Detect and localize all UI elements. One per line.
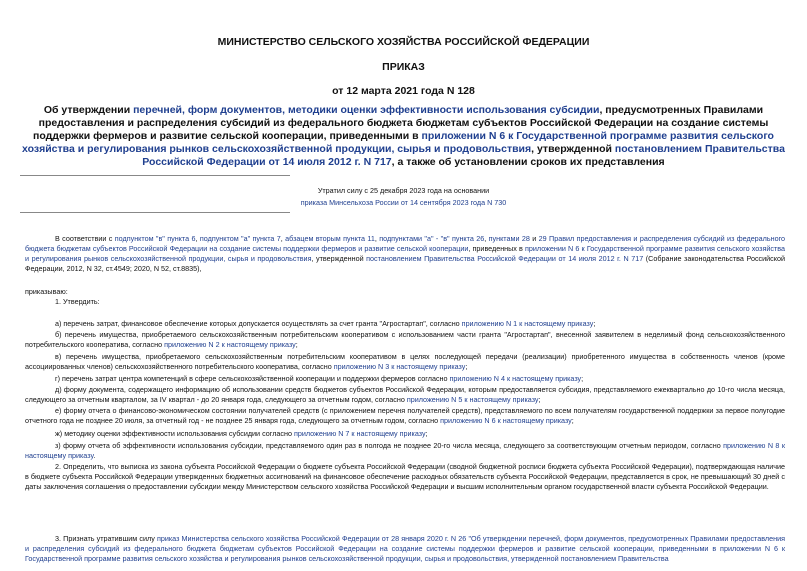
link-rules[interactable]: Правил предоставления и распределения субсидий из федерального бюджета бюджетам субъектов Российской Федерации на создание системы поддержки фермеров и развитие сельской кооперации (25, 234, 786, 253)
link-decree717[interactable]: постановлением Правительства Российской Федерации от 14 июля 2012 г. N 717 (366, 254, 644, 263)
title-link-appendix6[interactable]: приложении N 6 к Государственной программе развития сельского хозяйства и регулирования рынков сельскохозяйственной продукции, сырья и продовольствия (22, 130, 774, 155)
link-sub-v-p6[interactable]: подпунктом "в" пункта 6 (114, 234, 196, 243)
link-abzac-p11[interactable]: абзацем вторым пункта 11 (285, 234, 375, 243)
link-appendix-3[interactable]: приложению N 3 к настоящему приказу (333, 362, 466, 371)
link-appendix-7[interactable]: приложению N 7 к настоящему приказу (293, 429, 426, 438)
item-2: 2. Определить, что выписка из закона субъекта Российской Федерации о бюджете субъекта Российской Федерации (сводной бюджетной росписи бюджета субъекта Российской Федерации), подтверждающая наличие в бюджете субъекта Российской Федерации утвержденных бюджетных ассигнований на финансовое обеспечение расходных обязательств субъекта Российской Федерации, представляется в срок, не превышающий 30 дней с даты заключения соглашения о предоставлении субсидии между Министерством сельского хозяйства Российской Федерации и высшим исполнительным органом государственной власти субъекта Российской Федерации. (25, 462, 785, 491)
divider-top (20, 175, 290, 176)
link-appendix-6[interactable]: приложению N 6 к настоящему приказу (440, 416, 572, 425)
repeal-link[interactable]: приказа Минсельхоза России от 14 сентября 2023 года N 730 (300, 198, 507, 207)
intro-paragraph: В соответствии с подпунктом "в" пункта 6, подпунктом "а" пункта 7, абзацем вторым пункта 11, подпунктами "а" - "в" пункта 26, пунктами 28 и 29 Правил предоставления и распределения субсидий из федерального бюджета бюджетам субъектов Российской Федерации на создание системы поддержки фермеров и развитие сельской кооперации, приведенных в приложении N 6 к Государственной программе развития сельского хозяйства и регулирования рынков сельскохозяйственной продукции, сырья и продовольствия, утвержденной постановлением Правительства Российской Федерации от 14 июля 2012 г. N 717 (Собрание законодательства Российской Федерации, 2012, N 32, ст.4549; 2020, N 52, ст.8835), (25, 234, 786, 273)
link-appendix6[interactable]: приложении N 6 к Государственной программе развития сельского хозяйства и регулирования рынков сельскохозяйственной продукции, сырья и продовольствия (25, 244, 785, 263)
repeal-text: Утратил силу с 25 декабря 2023 года на основании (317, 186, 490, 195)
item-b: б) перечень имущества, приобретаемого сельскохозяйственным потребительским кооперативом с использованием части гранта "Агростартап", внесенной заявителем в неделимый фонд сельскохозяйственного потребительского кооператива, согласно приложению N 2 к настоящему приказу; (25, 330, 785, 349)
ministry-heading: МИНИСТЕРСТВО СЕЛЬСКОГО ХОЗЯЙСТВА РОССИЙСКОЙ ФЕДЕРАЦИИ (217, 36, 590, 48)
link-p28[interactable]: пунктами 28 (488, 234, 530, 243)
link-repealed-order[interactable]: приказ Министерства сельского хозяйства Российской Федерации от 28 января 2020 г. N 26 "Об утверждении перечней, форм документов, предусмотренных Правилами предоставления и распределения субсидий из федерального бюджета бюджетам субъектов Российской Федерации на создание системы поддержки фермеров и развитие сельской кооперации, приведенными в приложении N 6 к Государственной программе развития сельского хозяйства и регулирования рынков сельскохозяйственной продукции, сырья и продовольствия, утвержденной постановлением Правительства (25, 534, 785, 563)
item-v: в) перечень имущества, приобретаемого сельскохозяйственным потребительским кооперативом в целях последующей передачи (реализации) приобретенного имущества в собственность членов (кроме ассоциированных членов) сельскохозяйственного потребительского кооператива, согласно приложению N 3 к настоящему приказу; (25, 352, 785, 371)
item-d: д) форму документа, содержащего информацию об использовании средств бюджетов субъектов Российской Федерации, которым предоставляется субсидия, представляемого ежеквартально до 10-го числа месяца, следующего за отчетным кварталом, за IV квартал - до 20 января года, следующего за отчетным годом, согласно приложению N 5 к настоящему приказу; (25, 385, 785, 404)
link-sub-p26[interactable]: подпунктами "а" - "в" пункта 26 (379, 234, 485, 243)
date-number-heading: от 12 марта 2021 года N 128 (332, 85, 475, 97)
repeal-note (0, 185, 807, 209)
link-appendix-5[interactable]: приложению N 5 к настоящему приказу (406, 395, 539, 404)
link-appendix-8[interactable]: приложению N 8 к настоящему приказу (25, 441, 785, 460)
document-type-heading: ПРИКАЗ (382, 61, 425, 73)
link-appendix-2[interactable]: приложению N 2 к настоящему приказу (164, 340, 296, 349)
item-1: 1. Утвердить: (55, 297, 100, 306)
title-link-decree717[interactable]: постановлением Правительства Российской Федерации от 14 июля 2012 г. N 717 (142, 143, 785, 168)
item-zh: ж) методику оценки эффективности использования субсидии согласно приложению N 7 к настоящему приказу; (55, 429, 428, 438)
link-p29[interactable]: 29 (538, 234, 547, 243)
item-z: з) форму отчета об эффективности использования субсидии, представляемого один раз в полгода не позднее 20-го числа месяца, следующего за соответствующим отчетным периодом, согласно приложению N 8 к настоящему приказу. (25, 441, 785, 460)
link-sub-a-p7[interactable]: подпунктом "а" пункта 7 (199, 234, 281, 243)
divider-bottom (20, 212, 290, 213)
item-e: е) форму отчета о финансово-экономическом состоянии получателей средств (с приложением перечня получателей средств), представляемого по всем получателям государственной поддержки за первое полугодие отчетного года не позднее 20 июля, за отчетный год - не позднее 25 января года, следующего за отчетным годом, согласно приложению N 6 к настоящему приказу; (25, 406, 785, 425)
item-a: а) перечень затрат, финансовое обеспечение которых допускается осуществлять за счет гранта "Агростартап", согласно приложению N 1 к настоящему приказу; (55, 319, 596, 328)
link-appendix-1[interactable]: приложению N 1 к настоящему приказу (461, 319, 594, 328)
link-appendix-4[interactable]: приложению N 4 к настоящему приказу (449, 374, 582, 383)
item-3: 3. Признать утратившим силу приказ Министерства сельского хозяйства Российской Федерации от 28 января 2020 г. N 26 "Об утверждении перечней, форм документов, предусмотренных Правилами предоставления и распределения субсидий из федерального бюджета бюджетам субъектов Российской Федерации на создание системы поддержки фермеров и развитие сельской кооперации, приведенными в приложении N 6 к Государственной программе развития сельского хозяйства и регулирования рынков сельскохозяйственной продукции, сырья и продовольствия, утвержденной постановлением Правительства (25, 534, 785, 563)
title-link-forms[interactable]: перечней, форм документов, методики оценки эффективности использования субсидии (133, 104, 600, 116)
prikazyvayu-text: приказываю: (25, 287, 68, 296)
item-g: г) перечень затрат центра компетенций в сфере сельскохозяйственной кооперации и поддержки фермеров согласно приложению N 4 к настоящему приказу; (55, 374, 584, 383)
document-title: Об утверждении перечней, форм документов, методики оценки эффективности использования субсидии, предусмотренных Правилами предоставления и распределения субсидий из федерального бюджета бюджетам субъектов Российской Федерации на создание системы поддержки фермеров и развитие сельской кооперации, приведенными в приложении N 6 к Государственной программе развития сельского хозяйства и регулирования рынков сельскохозяйственной продукции, сырья и продовольствия, утвержденной постановлением Правительства Российской Федерации от 14 июля 2012 г. N 717, а также об установлении сроков их представления (22, 104, 785, 168)
